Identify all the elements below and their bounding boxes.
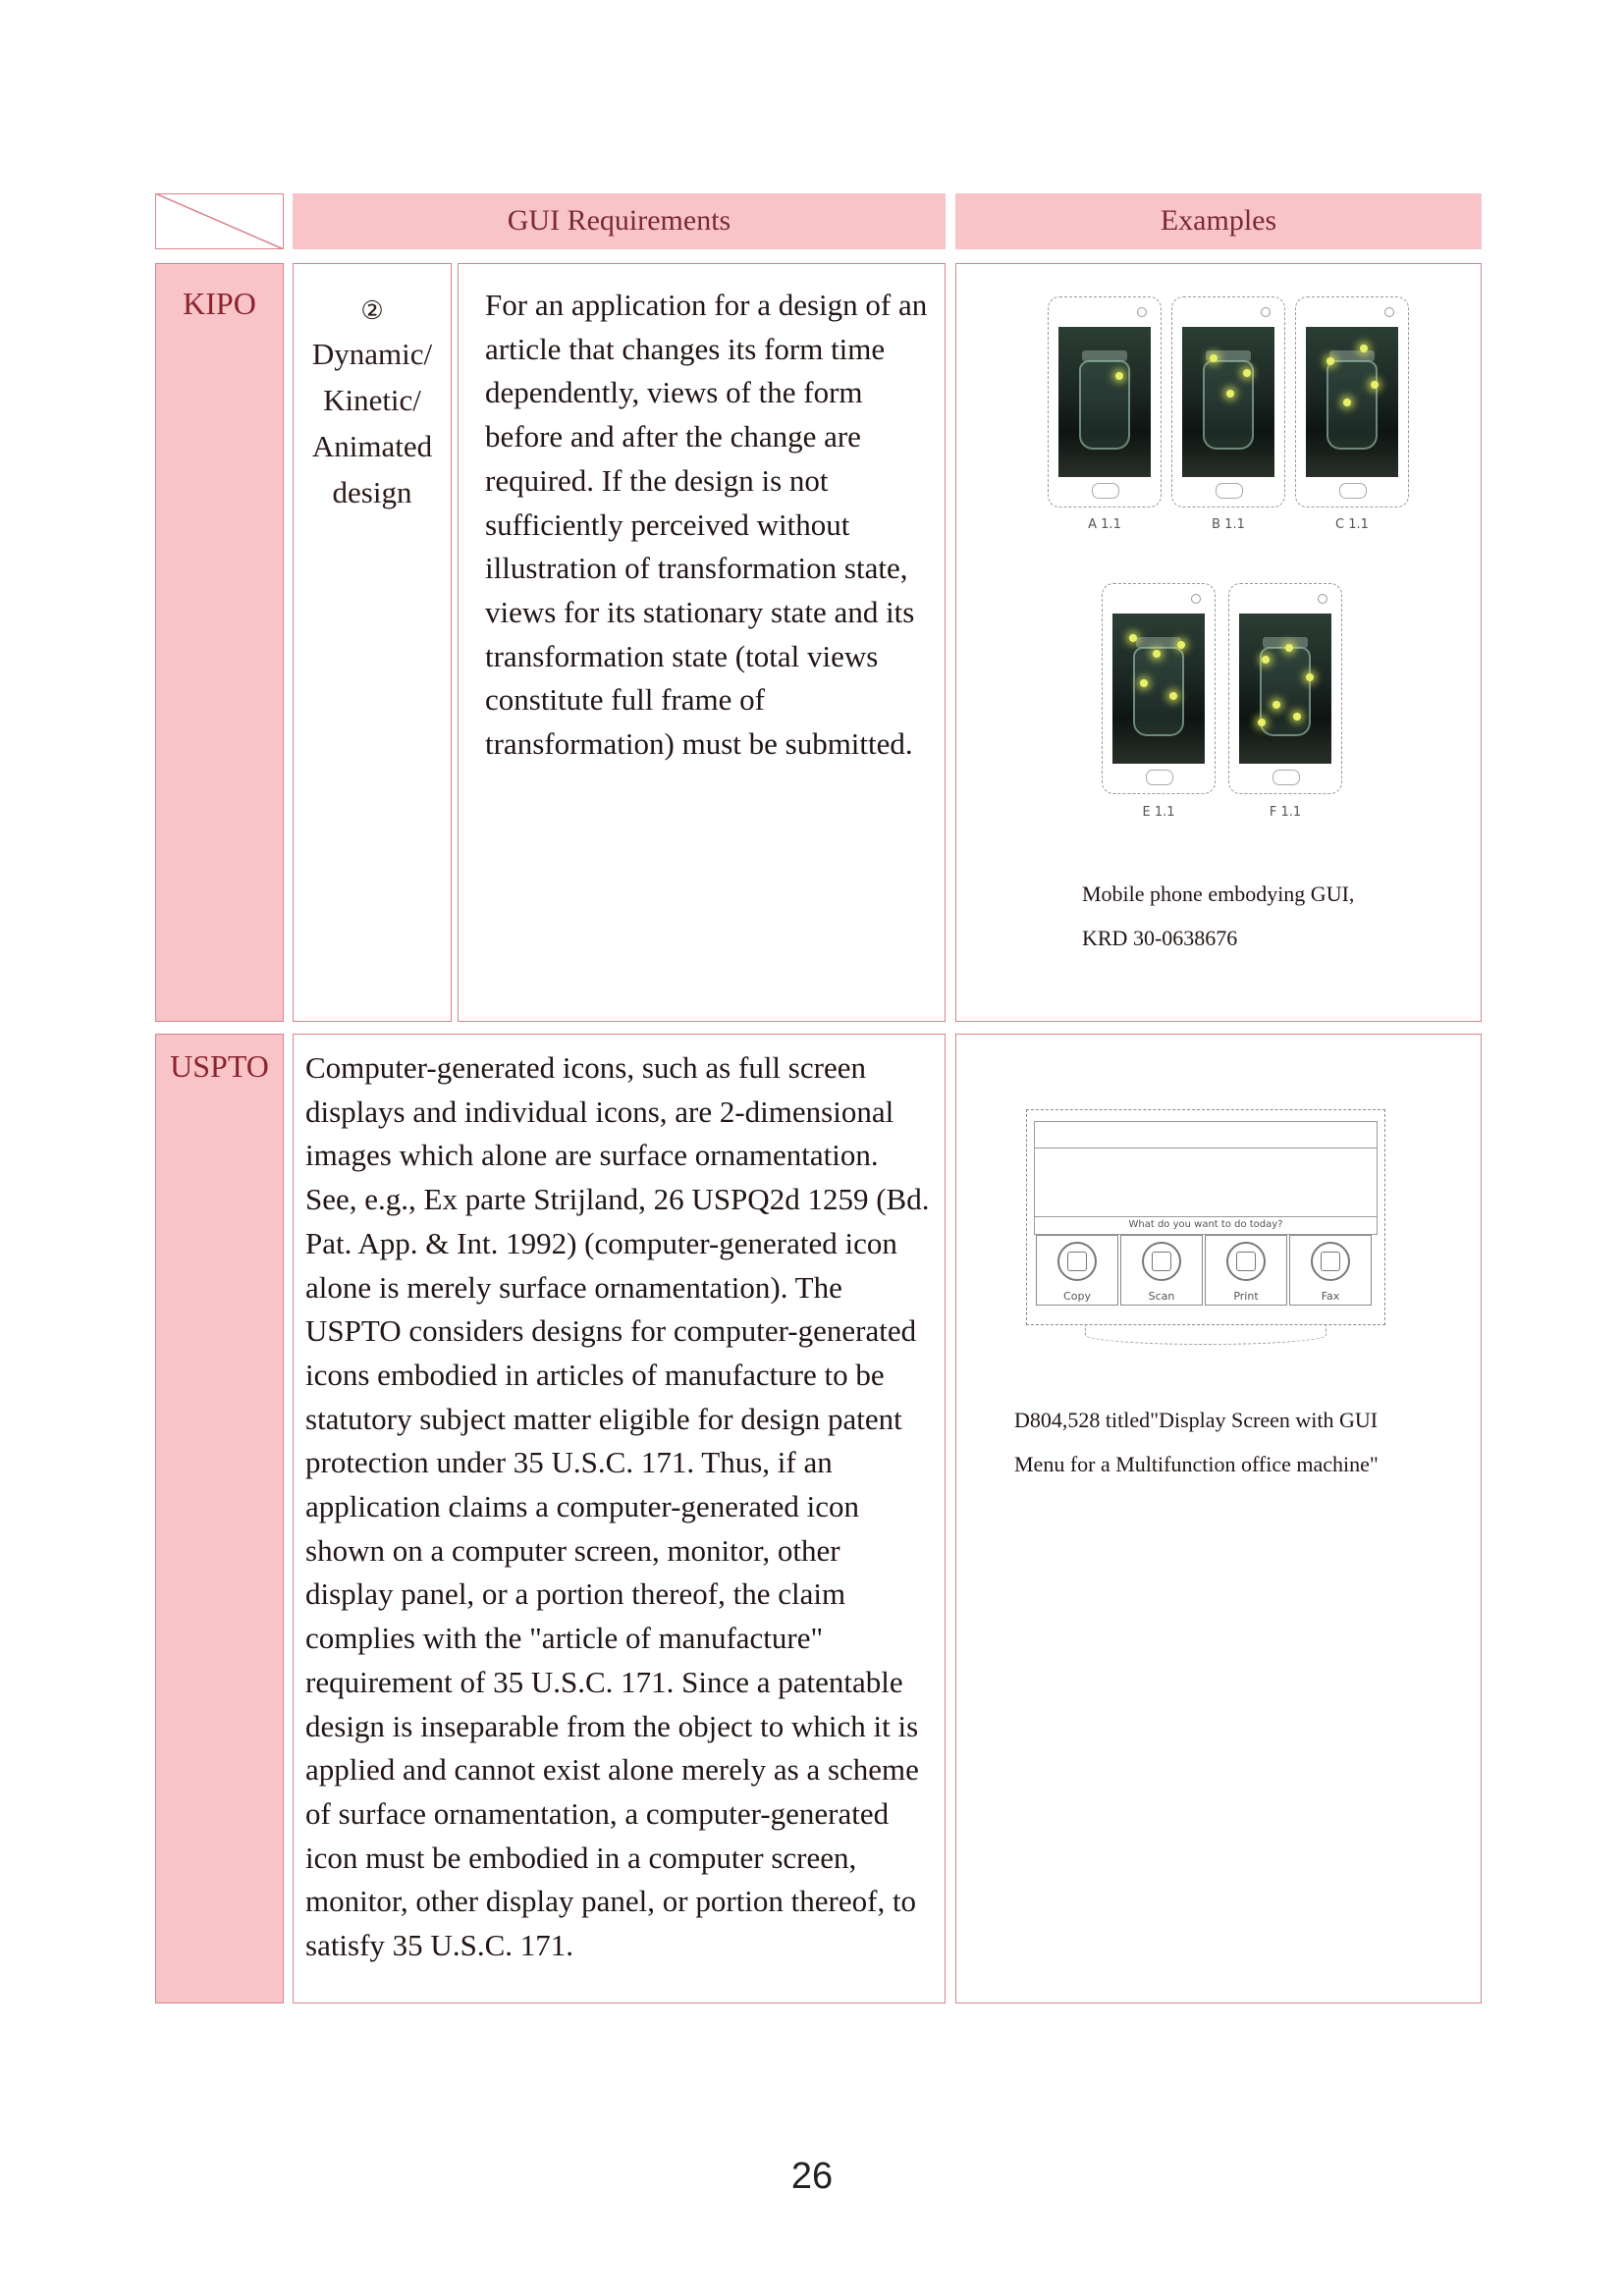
camera-icon	[1261, 307, 1271, 317]
display-main-area	[1034, 1148, 1378, 1217]
category-line: Animated	[311, 429, 433, 463]
caption-line: D804,528 titled"Display Screen with GUI	[1014, 1408, 1379, 1432]
copy-label: Copy	[1063, 1290, 1091, 1303]
caption-line: Menu for a Multifunction office machine"	[1014, 1452, 1379, 1476]
fax-icon	[1321, 1252, 1340, 1271]
category-line: Kinetic/	[323, 383, 421, 417]
phone-figure-a	[1048, 296, 1162, 507]
print-icon	[1236, 1252, 1256, 1271]
kipo-requirement-text: For an application for a design of an article that changes its form time dependently, views of the form before and after the change are required. If the design is not sufficiently perceived without illustration of transformation state, views for its stationary state and its transformation state (total views constitute full frame of transformation) must be submitted.	[485, 288, 928, 762]
phone-screen	[1182, 327, 1274, 477]
category-line: design	[332, 475, 412, 509]
phone-figure-b	[1171, 296, 1285, 507]
corner-header-cell	[155, 193, 284, 249]
phone-figure-c	[1295, 296, 1409, 507]
print-label: Print	[1233, 1290, 1259, 1303]
camera-icon	[1191, 594, 1201, 604]
display-stand	[1085, 1325, 1326, 1345]
kipo-requirement-cell	[458, 263, 946, 1022]
phone-figure-f	[1228, 583, 1342, 794]
fax-button	[1289, 1235, 1372, 1306]
display-prompt: What do you want to do today?	[1034, 1217, 1378, 1235]
category-number: ②	[360, 296, 384, 325]
scan-button	[1120, 1235, 1203, 1306]
figure-label: B 1.1	[1212, 517, 1245, 532]
kipo-office-cell	[155, 263, 284, 1022]
caption-line: KRD 30-0638676	[1082, 926, 1238, 950]
home-button-icon	[1092, 483, 1119, 499]
header-examples: Examples	[955, 193, 1482, 249]
diagonal-line	[155, 193, 284, 249]
print-button	[1205, 1235, 1287, 1306]
phone-screen	[1058, 327, 1151, 477]
home-button-icon	[1272, 770, 1300, 785]
phone-figure-e	[1102, 583, 1216, 794]
phone-screen	[1306, 327, 1398, 477]
figure-label: E 1.1	[1142, 805, 1175, 820]
header-gui-requirements: GUI Requirements	[293, 193, 946, 249]
home-button-icon	[1146, 770, 1173, 785]
phone-screen	[1112, 614, 1205, 764]
camera-icon	[1384, 307, 1394, 317]
kipo-caption	[1082, 872, 1475, 960]
camera-icon	[1318, 594, 1327, 604]
copy-icon	[1067, 1252, 1087, 1271]
kipo-category-text	[294, 292, 451, 515]
camera-icon	[1137, 307, 1147, 317]
home-button-icon	[1216, 483, 1243, 499]
home-button-icon	[1339, 483, 1367, 499]
kipo-category-cell	[293, 263, 452, 1022]
phone-screen	[1239, 614, 1331, 764]
scan-label: Scan	[1148, 1290, 1175, 1303]
uspto-office-label: USPTO	[170, 1048, 269, 1084]
kipo-office-label: KIPO	[183, 286, 256, 321]
copy-button	[1036, 1235, 1118, 1306]
figure-label: C 1.1	[1335, 517, 1369, 532]
uspto-office-cell	[155, 1034, 284, 2003]
figure-label: F 1.1	[1269, 805, 1302, 820]
figure-label: A 1.1	[1088, 517, 1121, 532]
uspto-requirement-cell	[293, 1034, 946, 2003]
uspto-requirement-text: Computer-generated icons, such as full screen displays and individual icons, are 2-dimensional images which alone are surface ornamentation. See, e.g., Ex parte Strijland, 26 USPQ2d 1259 (Bd. Pat. App. & Int. 1992) (computer-generated icon alone is merely surface ornamentation). The USPTO considers designs for computer-generated icons embodied in articles of manufacture to be statutory subject matter eligible for design patent protection under 35 U.S.C. 171. Thus, if an application claims a computer-generated icon shown on a computer screen, monitor, other display panel, or a portion thereof, the claim complies with the "article of manufacture" requirement of 35 U.S.C. 171. Since a patentable design is inseparable from the object to which it is applied and cannot exist alone merely as a scheme of surface ornamentation, a computer-generated icon must be embodied in a computer screen, monitor, other display panel, or portion thereof, to satisfy 35 U.S.C. 171.	[305, 1050, 930, 1963]
multifunction-gui-figure	[1026, 1109, 1387, 1347]
scan-icon	[1152, 1252, 1171, 1271]
display-top-bar	[1034, 1121, 1378, 1148]
category-line: Dynamic/	[311, 337, 433, 371]
caption-line: Mobile phone embodying GUI,	[1082, 881, 1355, 906]
page-number: 26	[790, 2156, 834, 2197]
kipo-example-cell	[955, 263, 1482, 1022]
uspto-caption	[1014, 1398, 1476, 1486]
fax-label: Fax	[1321, 1290, 1340, 1303]
